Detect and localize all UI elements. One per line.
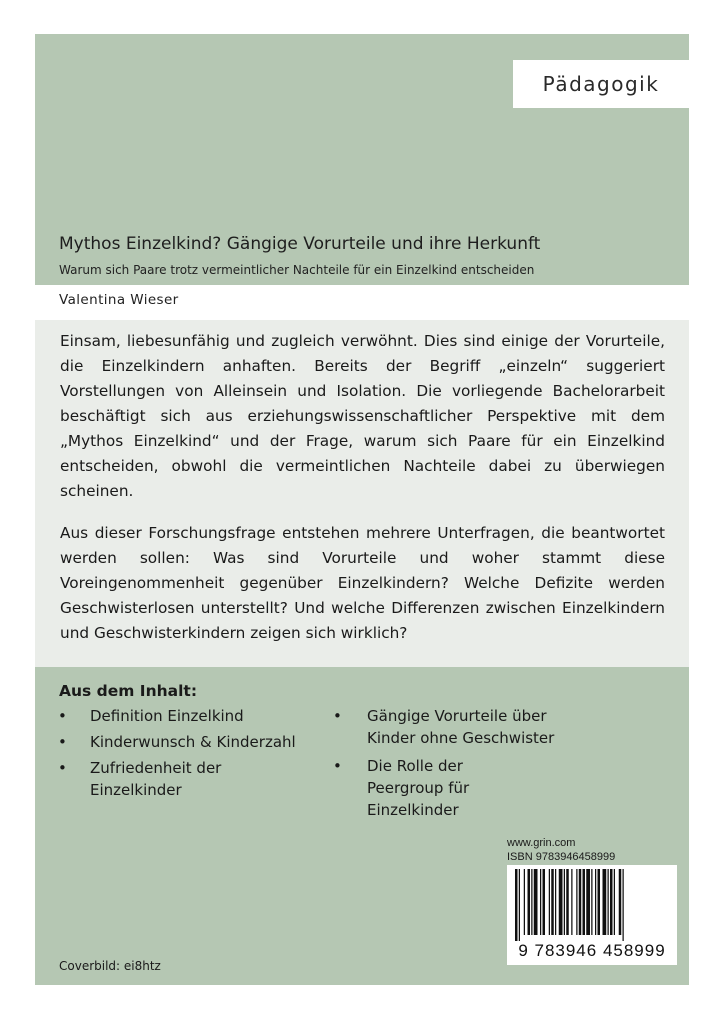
author-band xyxy=(35,285,689,320)
barcode-bar xyxy=(579,869,582,935)
barcode-bar xyxy=(586,869,590,935)
contents-list-right xyxy=(333,705,593,827)
list-item: • Definition Einzelkind xyxy=(58,707,244,725)
book-title: Mythos Einzelkind? Gängige Vorurteile und ihre Herkunft xyxy=(59,234,541,254)
bullet-icon: • xyxy=(58,707,67,725)
bullet-icon: • xyxy=(333,707,342,725)
barcode-bar xyxy=(603,869,607,935)
author-name: Valentina Wieser xyxy=(59,292,179,308)
barcode-bars xyxy=(515,869,669,941)
barcode-bar xyxy=(543,869,546,935)
barcode-bar xyxy=(519,869,520,941)
description-panel xyxy=(35,320,689,667)
cover-credit: Coverbild: ei8htz xyxy=(59,959,161,973)
barcode-bar xyxy=(555,869,556,935)
barcode-bar xyxy=(610,869,613,935)
bullet-icon: • xyxy=(58,759,67,777)
barcode-bar xyxy=(595,869,596,935)
publisher-info xyxy=(507,836,615,864)
barcode-bar xyxy=(576,869,577,935)
barcode-bar xyxy=(608,869,609,935)
barcode-bar xyxy=(566,869,569,935)
barcode-bar xyxy=(571,869,572,935)
description-paragraph: Aus dieser Forschungsfrage entstehen mehrere Unterfragen, die beantwortet werden sollen: Was sind Vorurteile und woher stammt diese Voreingenommenheit gegenüber Einzelkindern? Welche Defizite werden Geschwisterlosen unterstellt? Und welche Differenzen zwischen Einzelkindern und Geschwisterkindern zeigen sich wirklich? xyxy=(60,524,665,642)
barcode-bar xyxy=(515,869,518,941)
contents-panel xyxy=(35,667,689,985)
category-label: Pädagogik xyxy=(513,60,689,108)
barcode-bar xyxy=(549,869,550,935)
description-paragraph: Einsam, liebesunfähig und zugleich verwöhnt. Dies sind einige der Vorurteile, die Einzelkindern anhaften. Bereits der Begriff „einzeln“ suggeriert Vorstellungen von Alleinsein und Isolation. Die vorliegende Bachelorarbeit beschäftigt sich aus erziehungswissenschaftlicher Perspektive mit dem „Mythos Einzelkind“ und der Frage, warum sich Paare für ein Einzelkind entscheiden, obwohl die vermeintlichen Nachteile dabei zu überwiegen scheinen. xyxy=(60,332,665,500)
barcode-bar xyxy=(540,869,541,935)
list-item: • Gängige Vorurteile über Kinder ohne Geschwister xyxy=(333,707,555,747)
book-subtitle: Warum sich Paare trotz vermeintlicher Nachteile für ein Einzelkind entscheiden xyxy=(59,263,535,277)
barcode-bar xyxy=(583,869,586,935)
list-item: • Zufriedenheit der Einzelkinder xyxy=(58,759,222,799)
barcode-bar xyxy=(551,869,554,935)
barcode-digits: 9 783946 458999 xyxy=(507,941,677,961)
contents-list-left xyxy=(58,705,328,805)
barcode-bar xyxy=(524,869,525,935)
barcode-bar xyxy=(564,869,565,935)
barcode-bar xyxy=(559,869,563,935)
barcode-bar xyxy=(614,869,615,935)
publisher-url: www.grin.com xyxy=(507,837,576,849)
isbn-text: ISBN 9783946458999 xyxy=(507,851,616,863)
isbn-barcode xyxy=(507,865,677,965)
barcode-bar xyxy=(531,869,532,935)
list-item: • Die Rolle der Peergroup für Einzelkinder xyxy=(333,757,470,819)
bullet-icon: • xyxy=(58,733,67,751)
contents-heading: Aus dem Inhalt: xyxy=(59,682,198,700)
barcode-bar xyxy=(623,869,624,941)
barcode-bar xyxy=(534,869,538,935)
bullet-icon: • xyxy=(333,757,342,775)
cover-header xyxy=(35,34,689,285)
barcode-bar xyxy=(528,869,531,935)
barcode-bar xyxy=(619,869,622,935)
barcode-bar xyxy=(598,869,601,935)
barcode-bar xyxy=(591,869,592,935)
list-item: • Kinderwunsch & Kinderzahl xyxy=(58,733,296,751)
